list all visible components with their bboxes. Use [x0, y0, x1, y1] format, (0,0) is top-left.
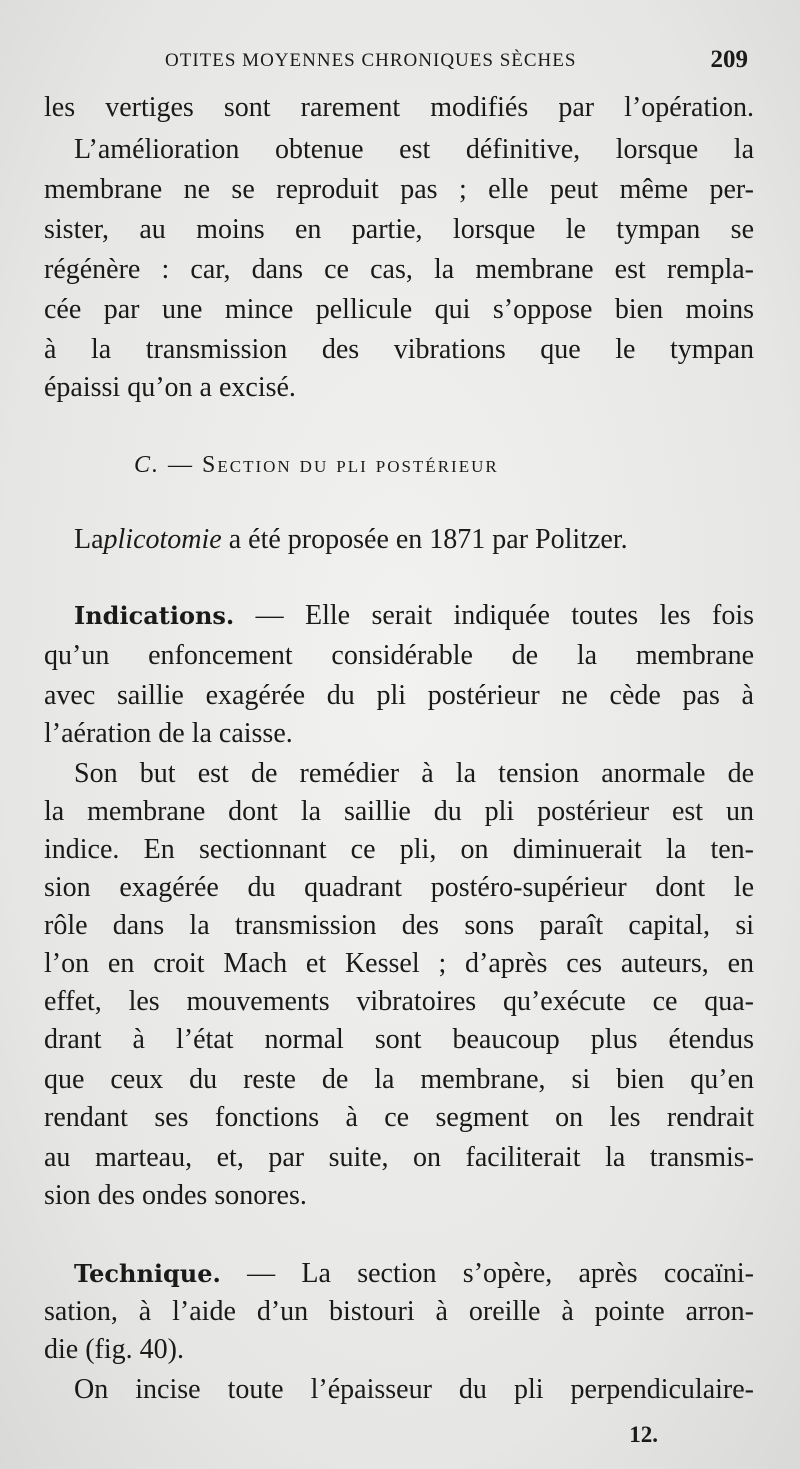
text-line: au marteau, et, par suite, on faciliterait la transmis- [44, 1142, 754, 1173]
text-line: les vertiges sont rarement modifiés par l’opération. [44, 92, 754, 123]
intro-italic: plicotomie [103, 524, 222, 555]
text-line: drant à l’état normal sont beaucoup plus étendus [44, 1024, 754, 1055]
section-letter: C. [134, 452, 161, 478]
text-line: sation, à l’aide d’un bistouri à oreille à pointe arron- [44, 1296, 754, 1327]
text-line: avec saillie exagérée du pli postérieur ne cède pas à [44, 680, 754, 711]
intro-before: La [74, 524, 104, 555]
text-line: sister, au moins en partie, lorsque le tympan se [44, 214, 754, 245]
text-line: régénère : car, dans ce cas, la membrane est rempla- [44, 254, 754, 285]
text-line: la membrane dont la saillie du pli postérieur est un [44, 796, 754, 827]
text-line: l’on en croit Mach et Kessel ; d’après ces auteurs, en [44, 948, 754, 979]
indications-line [74, 600, 754, 632]
indications-lead: Indications. [74, 601, 235, 630]
text-line: membrane ne se reproduit pas ; elle peut même per- [44, 174, 754, 205]
text-line: qu’un enfoncement considérable de la membrane [44, 640, 754, 671]
text-line: On incise toute l’épaisseur du pli perpendiculaire- [74, 1374, 754, 1405]
text-line: Son but est de remédier à la tension anormale de [74, 758, 754, 789]
intro-line [74, 524, 754, 556]
page-number: 209 [710, 46, 748, 73]
technique-text: — La section s’opère, après cocaïni- [220, 1258, 754, 1289]
section-title-text: Section du pli postérieur [202, 452, 499, 478]
technique-line [74, 1258, 754, 1290]
text-line: rendant ses fonctions à ce segment on les rendrait [44, 1102, 754, 1133]
section-dash: — [168, 452, 195, 478]
technique-lead: Technique. [74, 1259, 221, 1288]
text-line: effet, les mouvements vibratoires qu’exécute ce qua- [44, 986, 754, 1017]
signature-mark: 12. [629, 1422, 658, 1447]
text-line: épaissi qu’on a excisé. [44, 372, 296, 403]
section-heading [134, 452, 499, 479]
text-line: die (fig. 40). [44, 1334, 184, 1365]
indications-text: — Elle serait indiquée toutes les fois [234, 600, 754, 631]
text-line: rôle dans la transmission des sons paraît capital, si [44, 910, 754, 941]
text-line: L’amélioration obtenue est définitive, lorsque la [74, 134, 754, 165]
text-line: indice. En sectionnant ce pli, on diminuerait la ten- [44, 834, 754, 865]
text-line: sion des ondes sonores. [44, 1180, 307, 1211]
text-line: l’aération de la caisse. [44, 718, 293, 749]
intro-after: a été proposée en 1871 par Politzer. [221, 524, 628, 555]
text-line: sion exagérée du quadrant postéro-supérieur dont le [44, 872, 754, 903]
running-title: OTITES MOYENNES CHRONIQUES SÈCHES [165, 50, 577, 71]
text-line: à la transmission des vibrations que le tympan [44, 334, 754, 365]
running-head [40, 42, 760, 78]
text-line: que ceux du reste de la membrane, si bien qu’en [44, 1064, 754, 1095]
text-line: cée par une mince pellicule qui s’oppose bien moins [44, 294, 754, 325]
